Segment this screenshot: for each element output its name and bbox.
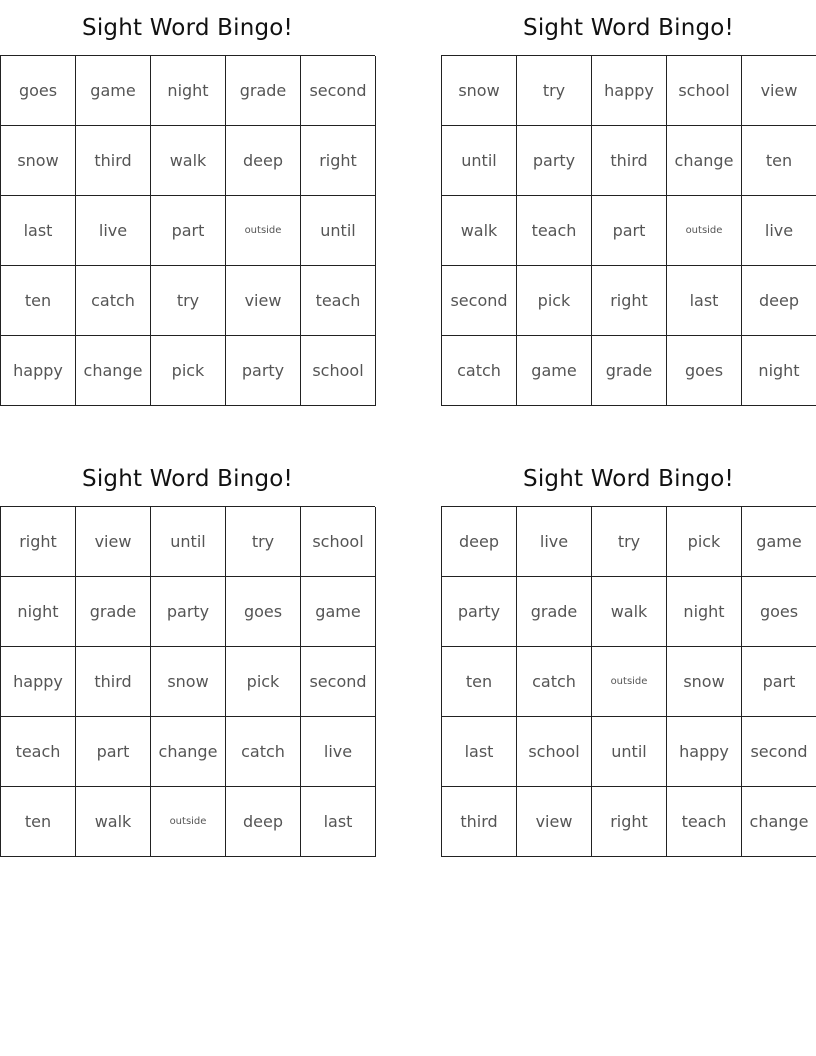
bingo-cell: view	[76, 507, 151, 577]
bingo-cell: change	[667, 126, 742, 196]
bingo-cell: third	[76, 647, 151, 717]
bingo-cell: pick	[151, 336, 226, 406]
bingo-cell: night	[1, 577, 76, 647]
bingo-cell: until	[301, 196, 376, 266]
bingo-cell: pick	[517, 266, 592, 336]
bingo-cell: change	[742, 787, 816, 857]
bingo-cell: pick	[667, 507, 742, 577]
bingo-cell: walk	[442, 196, 517, 266]
bingo-cell: happy	[1, 336, 76, 406]
bingo-cell: outside	[226, 196, 301, 266]
bingo-cell: ten	[1, 787, 76, 857]
bingo-cell: deep	[226, 126, 301, 196]
bingo-cell: game	[301, 577, 376, 647]
bingo-cell: last	[301, 787, 376, 857]
bingo-cell: last	[1, 196, 76, 266]
bingo-card-2	[441, 10, 816, 406]
bingo-cell: school	[667, 56, 742, 126]
card-title: Sight Word Bingo!	[82, 466, 293, 492]
bingo-cell: right	[1, 507, 76, 577]
bingo-cell: grade	[226, 56, 301, 126]
bingo-cell: party	[226, 336, 301, 406]
bingo-cell: outside	[667, 196, 742, 266]
bingo-cell: grade	[76, 577, 151, 647]
bingo-cell: teach	[301, 266, 376, 336]
bingo-cell: live	[742, 196, 816, 266]
bingo-cell: snow	[1, 126, 76, 196]
bingo-cell: second	[301, 56, 376, 126]
bingo-cell: second	[742, 717, 816, 787]
bingo-cell: try	[517, 56, 592, 126]
bingo-card-1	[0, 10, 375, 406]
bingo-cell: catch	[76, 266, 151, 336]
bingo-cell: teach	[517, 196, 592, 266]
bingo-cell: goes	[1, 56, 76, 126]
bingo-cell: party	[151, 577, 226, 647]
bingo-cell: walk	[76, 787, 151, 857]
bingo-card-4	[441, 461, 816, 857]
bingo-cell: grade	[592, 336, 667, 406]
bingo-card-3	[0, 461, 375, 857]
bingo-cell: night	[151, 56, 226, 126]
bingo-cell: happy	[592, 56, 667, 126]
bingo-cell: school	[517, 717, 592, 787]
bingo-cell: school	[301, 336, 376, 406]
bingo-cell: game	[742, 507, 816, 577]
card-title: Sight Word Bingo!	[523, 466, 734, 492]
bingo-grid	[0, 506, 375, 857]
bingo-cell: party	[442, 577, 517, 647]
bingo-cell: live	[517, 507, 592, 577]
bingo-cell: goes	[226, 577, 301, 647]
bingo-cell: change	[76, 336, 151, 406]
bingo-cell: snow	[151, 647, 226, 717]
bingo-cell: try	[226, 507, 301, 577]
bingo-cell: third	[592, 126, 667, 196]
bingo-cell: part	[592, 196, 667, 266]
bingo-cell: view	[517, 787, 592, 857]
bingo-cell: outside	[592, 647, 667, 717]
bingo-cell: part	[151, 196, 226, 266]
bingo-cell: outside	[151, 787, 226, 857]
bingo-cell: snow	[667, 647, 742, 717]
bingo-cell: school	[301, 507, 376, 577]
bingo-cell: until	[442, 126, 517, 196]
bingo-cell: third	[442, 787, 517, 857]
bingo-grid	[0, 55, 375, 406]
bingo-cell: try	[592, 507, 667, 577]
bingo-cell: change	[151, 717, 226, 787]
bingo-grid	[441, 55, 816, 406]
bingo-cell: live	[301, 717, 376, 787]
bingo-cell: catch	[226, 717, 301, 787]
bingo-cell: catch	[517, 647, 592, 717]
bingo-cell: until	[592, 717, 667, 787]
bingo-cell: part	[76, 717, 151, 787]
bingo-cell: view	[226, 266, 301, 336]
bingo-cell: walk	[151, 126, 226, 196]
bingo-cell: right	[592, 787, 667, 857]
bingo-cell: teach	[667, 787, 742, 857]
bingo-cell: right	[592, 266, 667, 336]
card-title: Sight Word Bingo!	[523, 15, 734, 41]
bingo-grid	[441, 506, 816, 857]
bingo-cell: second	[442, 266, 517, 336]
bingo-cell: deep	[226, 787, 301, 857]
bingo-cell: last	[667, 266, 742, 336]
bingo-cell: deep	[442, 507, 517, 577]
bingo-cell: last	[442, 717, 517, 787]
bingo-cell: catch	[442, 336, 517, 406]
bingo-cell: grade	[517, 577, 592, 647]
bingo-cell: live	[76, 196, 151, 266]
bingo-cell: game	[517, 336, 592, 406]
bingo-cell: pick	[226, 647, 301, 717]
bingo-cell: second	[301, 647, 376, 717]
bingo-cell: goes	[667, 336, 742, 406]
bingo-cell: night	[742, 336, 816, 406]
bingo-cell: ten	[1, 266, 76, 336]
bingo-cell: game	[76, 56, 151, 126]
bingo-cell: try	[151, 266, 226, 336]
bingo-cell: walk	[592, 577, 667, 647]
bingo-cell: night	[667, 577, 742, 647]
bingo-cell: ten	[442, 647, 517, 717]
bingo-cell: until	[151, 507, 226, 577]
bingo-cell: party	[517, 126, 592, 196]
bingo-cell: right	[301, 126, 376, 196]
bingo-cell: third	[76, 126, 151, 196]
bingo-cell: teach	[1, 717, 76, 787]
bingo-cell: snow	[442, 56, 517, 126]
card-title: Sight Word Bingo!	[82, 15, 293, 41]
bingo-cell: ten	[742, 126, 816, 196]
bingo-cell: goes	[742, 577, 816, 647]
bingo-cell: happy	[1, 647, 76, 717]
bingo-cell: deep	[742, 266, 816, 336]
bingo-cell: happy	[667, 717, 742, 787]
bingo-cell: part	[742, 647, 816, 717]
bingo-cell: view	[742, 56, 816, 126]
